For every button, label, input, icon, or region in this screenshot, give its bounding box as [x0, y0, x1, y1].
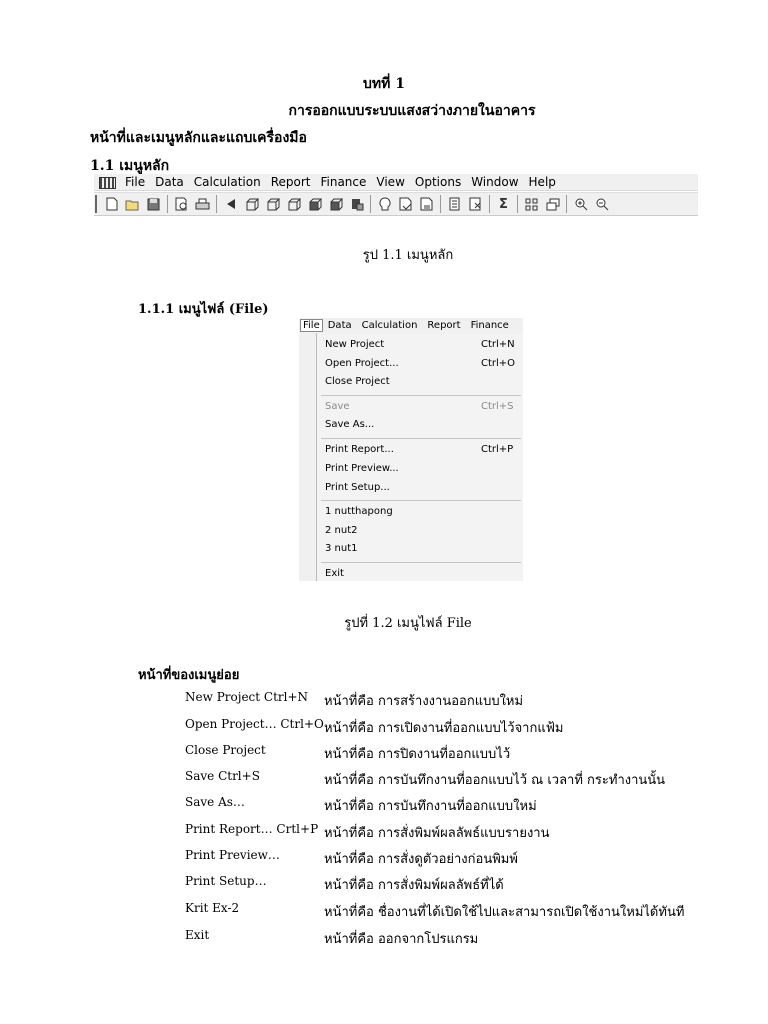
main-menu-bar [94, 174, 698, 191]
menu-separator [321, 395, 521, 396]
shortcut-save: Ctrl+S [481, 401, 514, 412]
submenu-description: หน้าที่คือ การสั่งดูตัวอย่างก่อนพิมพ์ [324, 852, 518, 867]
submenu-name: Print Setup… [185, 874, 267, 888]
sigma-icon[interactable]: Σ [499, 196, 508, 212]
document-subtitle: การออกแบบระบบแสงสว่างภายในอาคาร [288, 103, 536, 119]
submenu-description: หน้าที่คือ ชื่องานที่ได้เปิดใช้ไปและสามารถเปิดใช้งานใหม่ได้ทันที [324, 905, 685, 920]
submenu-name: Exit [185, 928, 210, 942]
submenu-name: Save Ctrl+S [185, 769, 260, 783]
submenu-name: New Project Ctrl+N [185, 690, 309, 704]
excel-icon[interactable] [465, 194, 486, 214]
menu-item-open-project[interactable]: Open Project... [325, 358, 399, 369]
submenu-description: หน้าที่คือ การสั่งพิมพ์ผลลัพธ์ที่ได้ [324, 878, 504, 893]
toolbar-separator [566, 195, 567, 213]
print-icon[interactable] [192, 194, 213, 214]
submenu-functions-heading: หน้าที่ของเมนูย่อย [138, 668, 240, 683]
file-menu-bar [299, 318, 523, 332]
toolbar-separator [489, 195, 490, 213]
cube-icon[interactable] [346, 194, 367, 214]
back-icon[interactable] [220, 194, 241, 214]
toolbar-separator [216, 195, 217, 213]
shortcut-new-project: Ctrl+N [481, 339, 515, 350]
main-toolbar [94, 192, 698, 216]
shortcut-open-project: Ctrl+O [481, 358, 516, 369]
menu-finance[interactable]: Finance [320, 175, 367, 189]
menu-item-close-project[interactable]: Close Project [325, 376, 390, 387]
save-icon[interactable] [143, 194, 164, 214]
subsection-heading-file-menu: 1.1.1 เมนูไฟล์ (File) [138, 302, 269, 317]
zoom-out-icon[interactable] [591, 194, 612, 214]
submenu-name: Print Report… Crtl+P [185, 822, 319, 836]
menu-options[interactable]: Options [414, 175, 462, 189]
menu-separator [321, 500, 521, 501]
chapter-title: บทที่ 1 [363, 76, 405, 92]
menu-calculation[interactable]: Calculation [361, 319, 418, 331]
submenu-description: หน้าที่คือ การสั่งพิมพ์ผลลัพธ์แบบรายงาน [324, 826, 550, 841]
menu-item-save-as[interactable]: Save As... [325, 419, 375, 430]
new-file-icon[interactable] [101, 194, 122, 214]
menu-data[interactable]: Data [155, 175, 184, 189]
submenu-description: หน้าที่คือ การสร้างงานออกแบบใหม่ [324, 694, 524, 709]
menu-item-exit[interactable]: Exit [325, 568, 344, 579]
menu-item-save[interactable]: Save [325, 401, 350, 412]
submenu-name: Krit Ex-2 [185, 901, 240, 915]
menu-view[interactable]: View [376, 175, 405, 189]
toolbar-grip [95, 195, 97, 213]
submenu-description: หน้าที่คือ การปิดงานที่ออกแบบไว้ [324, 747, 511, 762]
subsection-heading-main-menu: 1.1 เมนูหลัก [90, 158, 170, 174]
menu-separator [321, 562, 521, 563]
submenu-description: หน้าที่คือ ออกจากโปรแกรม [324, 932, 479, 947]
cube-icon[interactable] [325, 194, 346, 214]
report-icon[interactable] [395, 194, 416, 214]
app-icon [98, 176, 116, 188]
section-heading: หน้าที่และเมนูหลักและแถบเครื่องมือ [90, 130, 307, 146]
menu-report[interactable]: Report [270, 175, 311, 189]
submenu-name: Save As… [185, 795, 245, 809]
print-preview-icon[interactable] [171, 194, 192, 214]
toolbar-separator [167, 195, 168, 213]
menu-finance[interactable]: Finance [470, 319, 509, 331]
menu-item-recent-3[interactable]: 3 nut1 [325, 543, 358, 554]
grid-icon[interactable] [521, 194, 542, 214]
zoom-in-icon[interactable] [570, 194, 591, 214]
cube-icon[interactable] [241, 194, 262, 214]
menu-item-new-project[interactable]: New Project [325, 339, 385, 350]
shortcut-print-report: Ctrl+P [481, 444, 514, 455]
cube-icon[interactable] [304, 194, 325, 214]
submenu-description: หน้าที่คือ การบันทึกงานที่ออกแบบไว้ ณ เวลาที่ กระทำงานนั้น [324, 773, 666, 788]
submenu-description: หน้าที่คือ การเปิดงานที่ออกแบบไว้จากแฟ้ม [324, 721, 564, 736]
file-menu-screenshot [299, 318, 523, 581]
window-icon[interactable] [542, 194, 563, 214]
open-folder-icon[interactable] [122, 194, 143, 214]
toolbar-separator [440, 195, 441, 213]
submenu-description: หน้าที่คือ การบันทึกงานที่ออกแบบใหม่ [324, 799, 537, 814]
menu-file[interactable]: File [125, 175, 146, 189]
menu-report[interactable]: Report [427, 319, 461, 331]
menu-window[interactable]: Window [471, 175, 519, 189]
menu-data[interactable]: Data [327, 319, 352, 331]
menu-item-recent-2[interactable]: 2 nut2 [325, 525, 358, 536]
cube-icon[interactable] [262, 194, 283, 214]
menu-item-print-setup[interactable]: Print Setup... [325, 482, 390, 493]
figure-caption-main-menu: รูป 1.1 เมนูหลัก [362, 248, 454, 263]
menu-item-print-report[interactable]: Print Report... [325, 444, 394, 455]
menu-separator [321, 438, 521, 439]
lamp-icon[interactable] [374, 194, 395, 214]
report-icon[interactable] [416, 194, 437, 214]
menu-calculation[interactable]: Calculation [193, 175, 261, 189]
calculator-icon[interactable] [444, 194, 465, 214]
toolbar-separator [370, 195, 371, 213]
submenu-name: Open Project… Ctrl+O [185, 717, 324, 731]
submenu-name: Close Project [185, 743, 266, 757]
submenu-name: Print Preview… [185, 848, 280, 862]
menu-help[interactable]: Help [528, 175, 556, 189]
toolbar-separator [517, 195, 518, 213]
menu-item-print-preview[interactable]: Print Preview... [325, 463, 399, 474]
menu-file[interactable]: File [300, 319, 323, 332]
figure-caption-file-menu: รูปที่ 1.2 เมนูไฟล์ File [344, 616, 472, 631]
file-dropdown [316, 333, 523, 581]
cube-icon[interactable] [283, 194, 304, 214]
menu-item-recent-1[interactable]: 1 nutthapong [325, 506, 393, 517]
